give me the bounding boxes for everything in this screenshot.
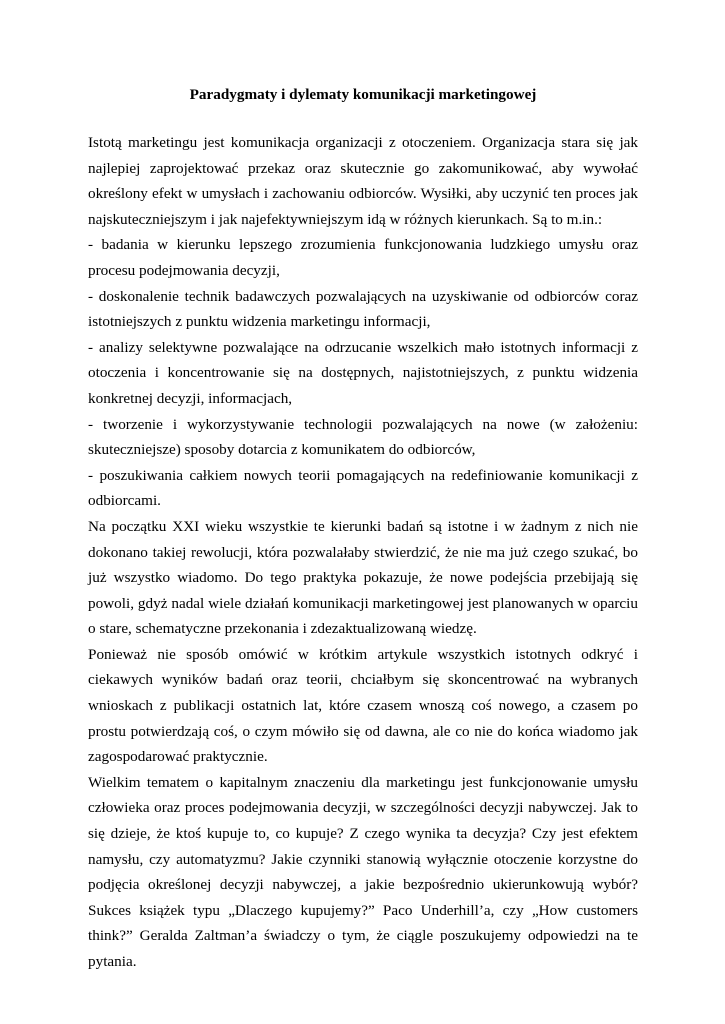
paragraph-intro: Istotą marketingu jest komunikacja organizacji z otoczeniem. Organizacja stara się jak najlepiej zaprojektować przekaz oraz skutecznie go zakomunikować, aby wywołać określony efekt w umysłach i zachowaniu odbiorców. Wysiłki, aby uczynić ten proces jak najskuteczniejszym i jak najefektywniejszym idą w różnych kierunkach. Są to m.in.: — [88, 134, 638, 228]
document-body — [88, 130, 638, 975]
paragraph-scope: Ponieważ nie sposób omówić w krótkim artykule wszystkich istotnych odkryć i ciekawych wyników badań oraz teorii, chciałbym się skoncentrować na wybranych wnioskach z publikacji ostatnich lat, które czasem wnoszą coś nowego, a czasem po prostu potwierdzają coś, o czym mówiło się od dawna, ale co nie do końca wiadomo jak zagospodarować praktycznie. — [88, 645, 638, 766]
paragraph-xxi-century: Na początku XXI wieku wszystkie te kierunki badań są istotne i w żadnym z nich nie dokonano takiej rewolucji, która pozwalałaby stwierdzić, że nie ma już czego szukać, bo już wszystko wiadomo. Do tego praktyka pokazuje, że nowe podejścia przebijają się powoli, gdyż nadal wiele działań komunikacji marketingowej jest planowanych w oparciu o stare, schematyczne przekonania i zdezaktualizowaną wiedzę. — [88, 517, 638, 638]
paragraph-decision: Wielkim tematem o kapitalnym znaczeniu dla marketingu jest funkcjonowanie umysłu człowieka oraz proces podejmowania decyzji, w szczególności decyzji nabywczej. Jak to się dzieje, że ktoś kupuje to, co kupuje? Z czego wynika ta decyzja? Czy jest efektem namysłu, czy automatyzmu? Jakie czynniki stanowią wyłącznie otoczenie korzystne do podjęcia określonej decyzji nabywczej, a jakie bezpośrednio ukierunkowują wybór? Sukces książek typu „Dlaczego kupujemy?” Paco Underhill’a, czy „How customers think?” Geralda Zaltman’a świadczy o tym, że ciągle poszukujemy odpowiedzi na te pytania. — [88, 773, 638, 970]
list-item-theories: - poszukiwania całkiem nowych teorii pomagających na redefiniowanie komunikacji z odbiorcami. — [88, 466, 638, 510]
list-item-techniques: - doskonalenie technik badawczych pozwalających na uzyskiwanie od odbiorców coraz istotniejszych z punktu widzenia marketingu informacji, — [88, 287, 638, 331]
list-item-research: - badania w kierunku lepszego zrozumienia funkcjonowania ludzkiego umysłu oraz procesu podejmowania decyzji, — [88, 236, 638, 279]
document-title: Paradygmaty i dylematy komunikacji marketingowej — [189, 86, 537, 103]
list-item-technology: - tworzenie i wykorzystywanie technologii pozwalających na nowe (w założeniu: skuteczniejsze) sposoby dotarcia z komunikatem do odbiorców, — [88, 415, 638, 459]
list-item-analysis: - analizy selektywne pozwalające na odrzucanie wszelkich mało istotnych informacji z otoczenia i koncentrowanie się na dostępnych, najistotniejszych, z punktu widzenia konkretnej decyzji, informacjach, — [88, 338, 638, 407]
